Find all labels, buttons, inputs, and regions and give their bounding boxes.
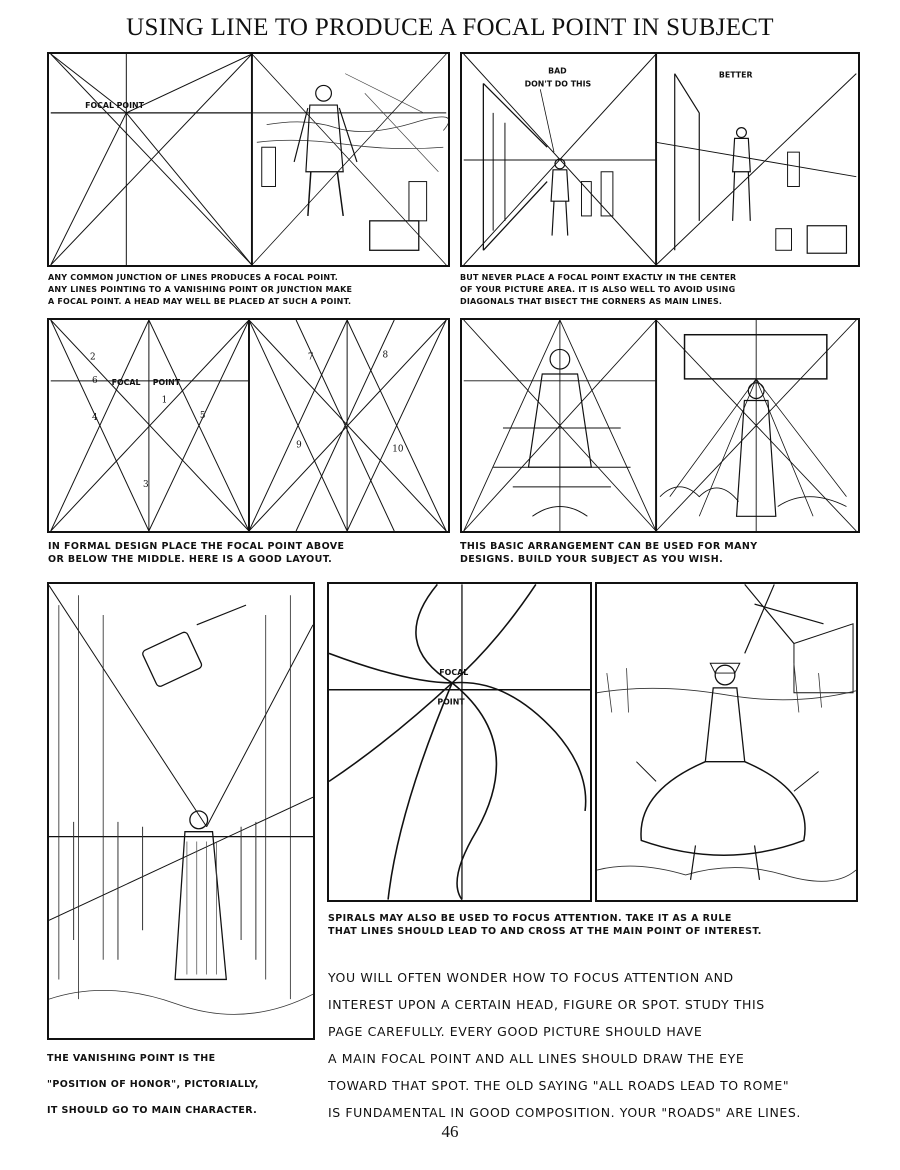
body-line: PAGE CAREFULLY. EVERY GOOD PICTURE SHOULD HAVE	[328, 1024, 703, 1039]
page-number: 46	[441, 1122, 459, 1141]
number-label: 2	[90, 352, 96, 363]
number-label: 10	[392, 444, 404, 455]
body-paragraph	[328, 964, 878, 1126]
body-line: INTEREST UPON A CERTAIN HEAD, FIGURE OR SPOT. STUDY THIS	[328, 997, 765, 1012]
number-label: 3	[143, 479, 149, 490]
caption-line: THIS BASIC ARRANGEMENT CAN BE USED FOR MANY	[460, 541, 758, 552]
body-line: TOWARD THAT SPOT. THE OLD SAYING "ALL ROADS LEAD TO ROME"	[328, 1078, 790, 1093]
woman-windmill-sketch	[597, 584, 856, 900]
caption-line: "POSITION OF HONOR", PICTORIALLY,	[47, 1079, 259, 1090]
caption-line: THE VANISHING POINT IS THE	[47, 1053, 216, 1064]
dont-do-this-label: DON'T DO THIS	[524, 79, 592, 89]
caption-line: ANY LINES POINTING TO A VANISHING POINT OR JUNCTION MAKE	[48, 285, 353, 294]
number-label: 7	[307, 352, 314, 363]
number-label: 4	[91, 413, 98, 424]
number-label: 5	[199, 411, 206, 422]
number-label: 9	[296, 440, 302, 451]
spiral-diagram	[329, 584, 590, 900]
caption-line: OF YOUR PICTURE AREA. IT IS ALSO WELL TO AVOID USING	[460, 285, 736, 294]
focal-label: FOCAL	[111, 377, 141, 387]
panel-spiral-diagram	[327, 582, 592, 902]
panel-street-scene	[47, 582, 315, 1040]
focal-point-label: FOCAL POINT	[85, 100, 144, 110]
number-label: 8	[382, 350, 389, 361]
bad-better-diagram	[462, 54, 858, 265]
caption-never-center	[460, 272, 865, 308]
panel-basic-arrangement	[460, 318, 860, 533]
bad-label: BAD	[548, 66, 567, 76]
caption-line: ANY COMMON JUNCTION OF LINES PRODUCES A FOCAL POINT.	[48, 273, 338, 282]
number-label: 1	[161, 395, 168, 406]
focal-label: FOCAL	[439, 668, 469, 678]
caption-line: IN FORMAL DESIGN PLACE THE FOCAL POINT ABOVE	[48, 541, 345, 552]
caption-formal-design	[48, 540, 458, 566]
caption-line: OR BELOW THE MIDDLE. HERE IS A GOOD LAYOUT.	[48, 554, 333, 565]
caption-vanishing-point	[47, 1046, 322, 1124]
panel-woman-windmill	[595, 582, 858, 902]
number-label: 6	[91, 375, 98, 386]
caption-line: SPIRALS MAY ALSO BE USED TO FOCUS ATTENTION. TAKE IT AS A RULE	[328, 913, 732, 924]
page-title: USING LINE TO PRODUCE A FOCAL POINT IN SUBJECT	[126, 14, 774, 41]
focal-point-diagram	[49, 54, 448, 265]
street-sketch	[49, 584, 313, 1038]
caption-line: THAT LINES SHOULD LEAD TO AND CROSS AT THE MAIN POINT OF INTEREST.	[328, 926, 762, 937]
basic-arrangement-sketch	[462, 320, 858, 531]
better-label: BETTER	[718, 70, 753, 80]
formal-design-diagram	[49, 320, 448, 531]
caption-line: BUT NEVER PLACE A FOCAL POINT EXACTLY IN THE CENTER	[460, 273, 737, 282]
panel-focal-point-diagram	[47, 52, 450, 267]
caption-spirals	[328, 912, 863, 938]
caption-line: DIAGONALS THAT BISECT THE CORNERS AS MAIN LINES.	[460, 297, 723, 306]
caption-line: IT SHOULD GO TO MAIN CHARACTER.	[47, 1105, 258, 1116]
panel-formal-design	[47, 318, 450, 533]
panel-bad-better	[460, 52, 860, 267]
caption-junction	[48, 272, 453, 308]
caption-line: A FOCAL POINT. A HEAD MAY WELL BE PLACED AT SUCH A POINT.	[48, 297, 352, 306]
caption-basic-arrangement	[460, 540, 865, 566]
point-label: POINT	[437, 697, 465, 707]
body-line: A MAIN FOCAL POINT AND ALL LINES SHOULD DRAW THE EYE	[328, 1051, 745, 1066]
body-line: IS FUNDAMENTAL IN GOOD COMPOSITION. YOUR "ROADS" ARE LINES.	[328, 1105, 802, 1120]
caption-line: DESIGNS. BUILD YOUR SUBJECT AS YOU WISH.	[460, 554, 724, 565]
body-line: YOU WILL OFTEN WONDER HOW TO FOCUS ATTENTION AND	[328, 970, 734, 985]
point-label: POINT	[152, 377, 181, 387]
